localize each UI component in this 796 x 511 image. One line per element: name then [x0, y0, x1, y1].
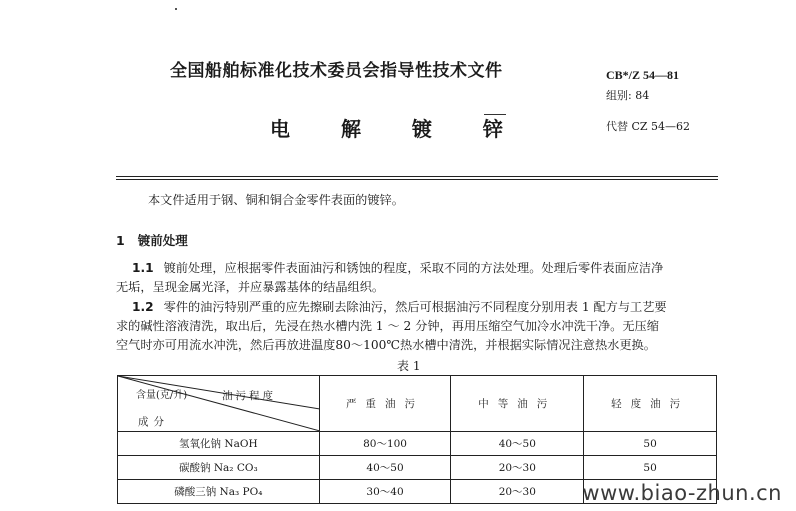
row-component: 氢氧化钠 NaOH	[118, 432, 320, 456]
column-header-light: 轻度油污	[584, 376, 717, 432]
cell-medium: 20～30	[451, 480, 584, 504]
row-component: 碳酸钠 Na₂ CO₃	[118, 456, 320, 480]
corner-label-degree: 油污程度	[222, 390, 276, 402]
cell-medium: 20～30	[451, 456, 584, 480]
paragraph-1-2-line-1	[132, 299, 667, 316]
section-1-number: 1	[116, 233, 125, 248]
paragraph-1-1-number: 1.1	[132, 261, 154, 275]
column-header-medium: 中等油污	[451, 376, 584, 432]
paragraph-1-2-line-3: 空气时亦可用流水冲洗，然后再放进温度80～100℃热水槽中清洗，并根据实际情况注意热水更换。	[116, 338, 656, 352]
paragraph-1-2-line-2: 求的碱性溶液清洗，取出后，先浸在热水槽内洗 1 ～ 2 分钟，再用压缩空气加冷水冲洗干净。无压缩	[116, 319, 659, 333]
table-row	[118, 432, 717, 456]
section-1-title: 镀前处理	[137, 233, 188, 248]
table-1-caption: 表 1	[397, 359, 421, 373]
cell-heavy: 80～100	[319, 432, 451, 456]
header-rule-top	[116, 176, 718, 177]
header-rule-bottom	[116, 179, 718, 180]
paragraph-1-1-text-1: 镀前处理，应根据零件表面油污和锈蚀的程度，采取不同的方法处理。处理后零件表面应洁净	[163, 261, 664, 275]
scan-speck	[175, 8, 177, 10]
table-header-row	[118, 376, 717, 432]
scope-paragraph: 本文件适用于钢、铜和铜合金零件表面的镀锌。	[148, 193, 404, 207]
cell-light: 50	[584, 456, 717, 480]
row-component: 磷酸三钠 Na₃ PO₄	[118, 480, 320, 504]
corner-label-amount: 含量(克/升)	[136, 390, 188, 401]
table-corner-cell	[118, 376, 320, 432]
document-title: 电 解 镀 锌	[270, 117, 525, 141]
cell-heavy: 40～50	[319, 456, 451, 480]
committee-heading: 全国船舶标准化技术委员会指导性技术文件	[170, 61, 503, 81]
table-row	[118, 456, 717, 480]
paragraph-1-2-number: 1.2	[132, 300, 154, 314]
cell-medium: 40～50	[451, 432, 584, 456]
column-header-heavy: 严重油污	[319, 376, 451, 432]
site-watermark: www.biao-zhun.cn	[582, 481, 782, 505]
section-1-heading	[116, 231, 188, 249]
cell-heavy: 30～40	[319, 480, 451, 504]
paragraph-1-1-line-2: 无垢，呈现金属光泽，并应暴露基体的结晶组织。	[116, 280, 385, 294]
cell-light: 50	[584, 432, 717, 456]
standard-number: CB*/Z 54—81	[606, 68, 680, 82]
group-code: 组别: 84	[606, 89, 650, 102]
corner-label-component: 成分	[138, 416, 169, 428]
paragraph-1-1-line-1	[132, 260, 663, 277]
replaces-note: 代替 CZ 54—62	[606, 120, 691, 133]
paragraph-1-2-text-1: 零件的油污特别严重的应先擦刷去除油污，然后可根据油污不同程度分别用表 1 配方与工艺要	[163, 300, 667, 314]
title-dash-mark	[484, 114, 506, 115]
